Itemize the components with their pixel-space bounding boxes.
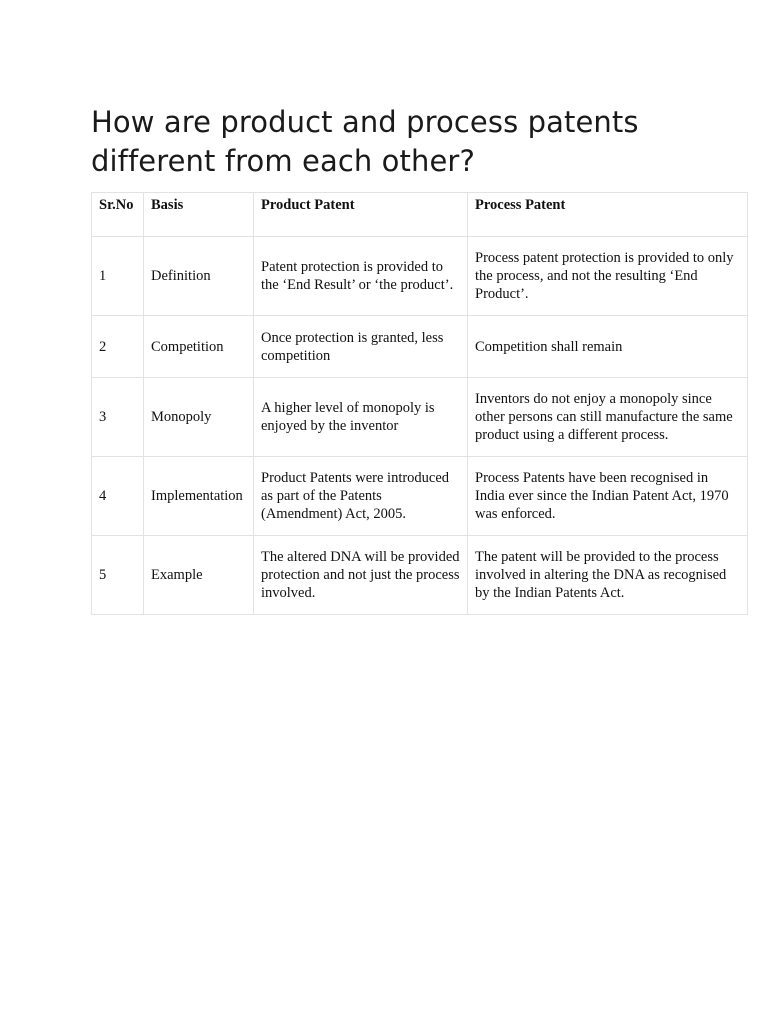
table-row [92, 457, 748, 536]
cell-basis: Definition [144, 237, 254, 316]
cell-product-patent: Patent protection is provided to the ‘End Result’ or ‘the product’. [254, 237, 468, 316]
cell-process-patent: Competition shall remain [468, 316, 748, 378]
cell-product-patent: Product Patents were introduced as part of the Patents (Amendment) Act, 2005. [254, 457, 468, 536]
table-row [92, 237, 748, 316]
header-sr-no: Sr.No [92, 193, 144, 237]
cell-sr-no: 1 [92, 237, 144, 316]
table-row [92, 316, 748, 378]
cell-product-patent: The altered DNA will be provided protection and not just the process involved. [254, 536, 468, 615]
cell-sr-no: 5 [92, 536, 144, 615]
table-row [92, 378, 748, 457]
cell-process-patent: Process Patents have been recognised in India ever since the Indian Patent Act, 1970 was enforced. [468, 457, 748, 536]
cell-product-patent: A higher level of monopoly is enjoyed by the inventor [254, 378, 468, 457]
cell-process-patent: The patent will be provided to the process involved in altering the DNA as recognised by the Indian Patents Act. [468, 536, 748, 615]
header-product-patent: Product Patent [254, 193, 468, 237]
header-basis: Basis [144, 193, 254, 237]
comparison-table [91, 192, 748, 615]
cell-basis: Monopoly [144, 378, 254, 457]
page-title: How are product and process patents different from each other? [91, 105, 639, 178]
cell-sr-no: 4 [92, 457, 144, 536]
table-row [92, 536, 748, 615]
cell-process-patent: Inventors do not enjoy a monopoly since other persons can still manufacture the same product using a different process. [468, 378, 748, 457]
cell-product-patent: Once protection is granted, less competition [254, 316, 468, 378]
header-process-patent: Process Patent [468, 193, 748, 237]
table-header-row [92, 193, 748, 237]
cell-sr-no: 3 [92, 378, 144, 457]
cell-basis: Example [144, 536, 254, 615]
cell-sr-no: 2 [92, 316, 144, 378]
cell-basis: Competition [144, 316, 254, 378]
cell-basis: Implementation [144, 457, 254, 536]
cell-process-patent: Process patent protection is provided to only the process, and not the resulting ‘End Product’. [468, 237, 748, 316]
